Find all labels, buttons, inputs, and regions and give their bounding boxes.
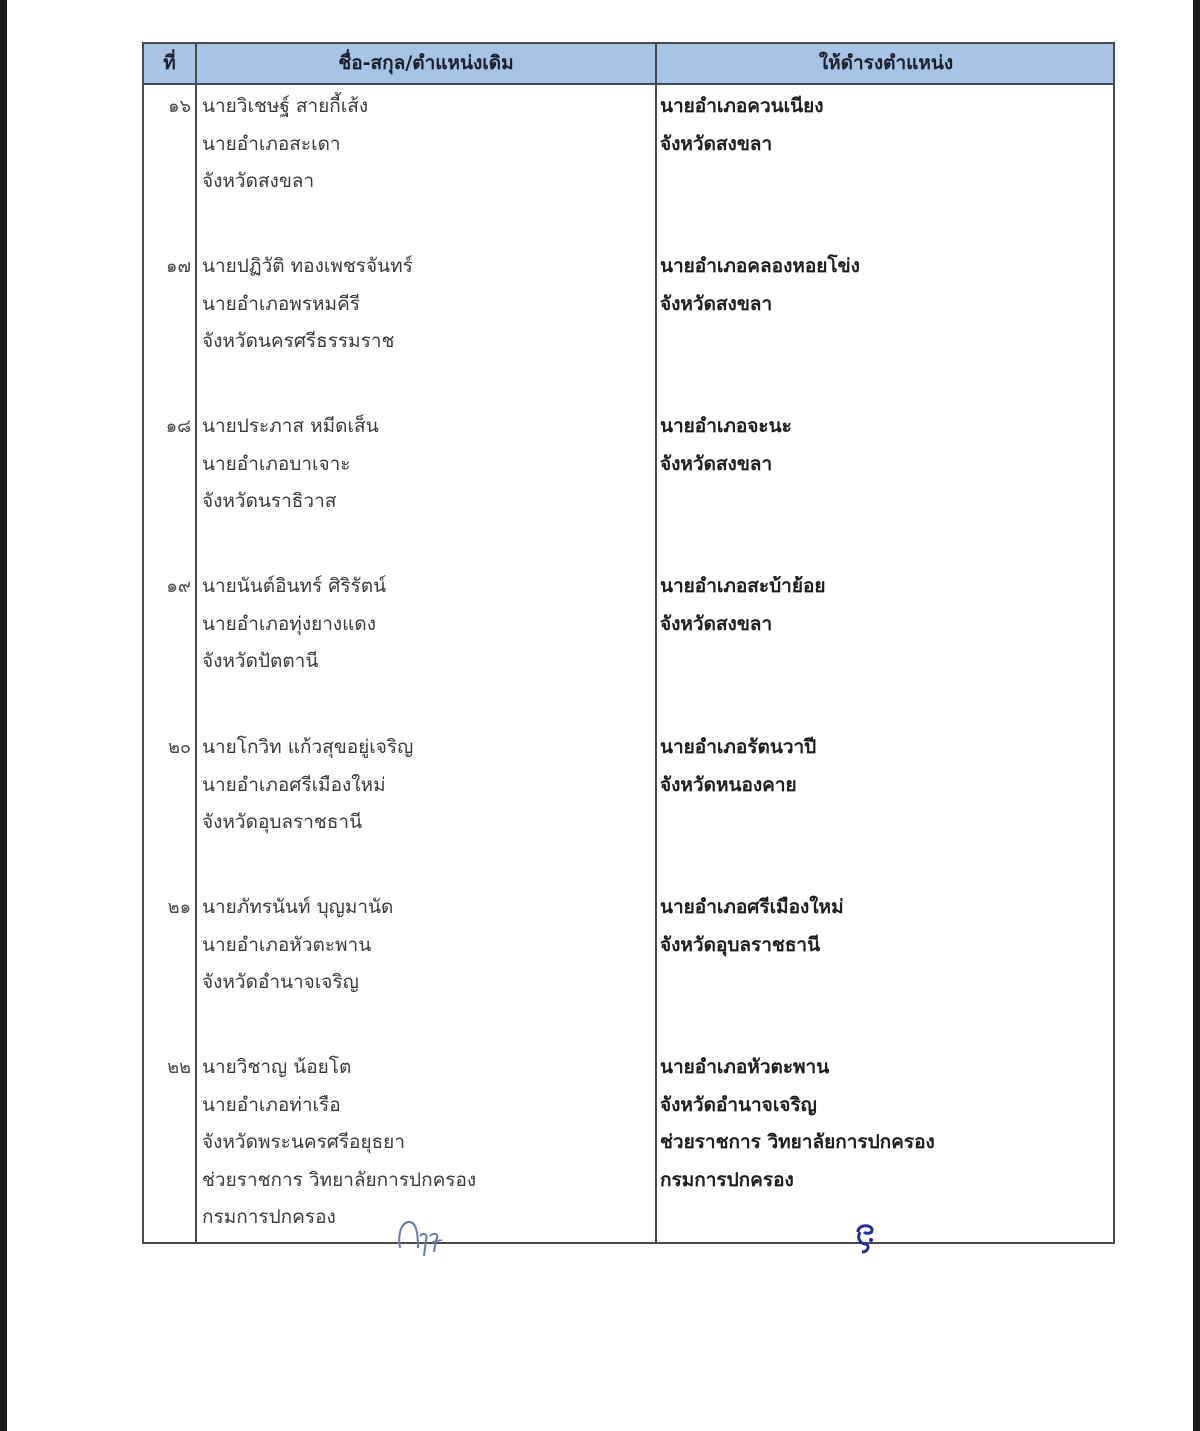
old-position-cell [202,1049,650,1237]
old-province: จังหวัดอำนาจเจริญ [202,971,359,993]
old-position-cell [202,88,650,201]
person-name: นายโกวิท แก้วสุขอยู่เจริญ [202,736,414,758]
old-position: นายอำเภอทุ่งยางแดง [202,612,377,635]
row-number: ๑๗ [166,256,191,277]
old-department: กรมการปกครอง [202,1206,336,1228]
new-position: นายอำเภอคลองหอยโข่ง [660,255,860,277]
old-position-cell [202,408,650,521]
new-province: จังหวัดอุบลราชธานี [660,933,821,956]
person-name: นายวิชาญ น้อยโต [202,1056,352,1078]
new-province: จังหวัดสงขลา [660,452,773,475]
old-position: นายอำเภอหัวตะพาน [202,933,372,956]
new-position: นายอำเภอควนเนียง [660,95,824,117]
new-province: จังหวัดสงขลา [660,292,773,315]
old-assignment: ช่วยราชการ วิทยาลัยการปกครอง [202,1168,477,1191]
new-province: จังหวัดสงขลา [660,612,773,635]
header-new-position: ให้ดำรงตำแหน่ง [818,52,954,74]
old-province: จังหวัดอุบลราชธานี [202,811,363,833]
old-position: นายอำเภอบาเจาะ [202,452,351,475]
new-position-cell [660,729,1110,804]
old-province: จังหวัดสงขลา [202,170,315,192]
viewer-edge-right [1193,0,1200,1431]
row-number: ๑๙ [166,576,191,597]
new-position: นายอำเภอจะนะ [660,415,792,437]
column-divider [195,44,197,1242]
person-name: นายปฏิวัติ ทองเพชรจันทร์ [202,255,413,277]
old-province: จังหวัดพระนครศรีอยุธยา [202,1131,405,1153]
row-number: ๒๒ [167,1057,191,1078]
old-province: จังหวัดนครศรีธรรมราช [202,330,395,352]
old-position-cell [202,729,650,842]
initials-signature-left-icon [396,1218,448,1258]
old-position: นายอำเภอศรีเมืองใหม่ [202,773,386,796]
new-position-cell [660,889,1110,964]
row-number: ๑๘ [165,416,191,437]
new-province: จังหวัดหนองคาย [660,773,797,796]
person-name: นายภัทรนันท์ บุญมานัด [202,896,394,918]
new-position: นายอำเภอสะบ้าย้อย [660,575,826,597]
new-position-cell [660,568,1110,643]
new-province: จังหวัดอำนาจเจริญ [660,1093,817,1116]
old-position: นายอำเภอสะเดา [202,132,341,155]
old-position-cell [202,248,650,361]
new-position-cell [660,248,1110,323]
old-position: นายอำเภอพรหมคีรี [202,292,360,315]
old-position-cell [202,889,650,1002]
old-province: จังหวัดปัตตานี [202,650,319,672]
table-header [144,44,1113,85]
new-position-cell [660,1049,1110,1199]
new-position: นายอำเภอรัตนวาปี [660,736,817,758]
person-name: นายวิเชษฐ์ สายกี้เส้ง [202,95,369,117]
appointment-table [142,42,1115,1244]
header-name-old-position: ชื่อ-สกุล/ตำแหน่งเดิม [338,52,514,74]
new-position: นายอำเภอหัวตะพาน [660,1056,830,1078]
new-province: จังหวัดสงขลา [660,132,773,155]
viewer-edge-left [0,0,7,1431]
new-position-cell [660,408,1110,483]
row-number: ๑๖ [168,96,191,117]
new-position: นายอำเภอศรีเมืองใหม่ [660,896,844,918]
initials-signature-right-icon [852,1222,878,1256]
person-name: นายนันต์อินทร์ ศิริรัตน์ [202,575,387,597]
column-divider [655,44,657,1242]
old-position: นายอำเภอท่าเรือ [202,1093,341,1116]
new-assignment: ช่วยราชการ วิทยาลัยการปกครอง [660,1131,935,1153]
old-position-cell [202,568,650,681]
header-no: ที่ [163,52,176,74]
old-province: จังหวัดนราธิวาส [202,490,337,512]
new-department: กรมการปกครอง [660,1168,794,1191]
row-number: ๒๐ [168,737,191,758]
row-number: ๒๑ [167,897,191,918]
person-name: นายประภาส หมีดเส็น [202,415,379,437]
new-position-cell [660,88,1110,163]
